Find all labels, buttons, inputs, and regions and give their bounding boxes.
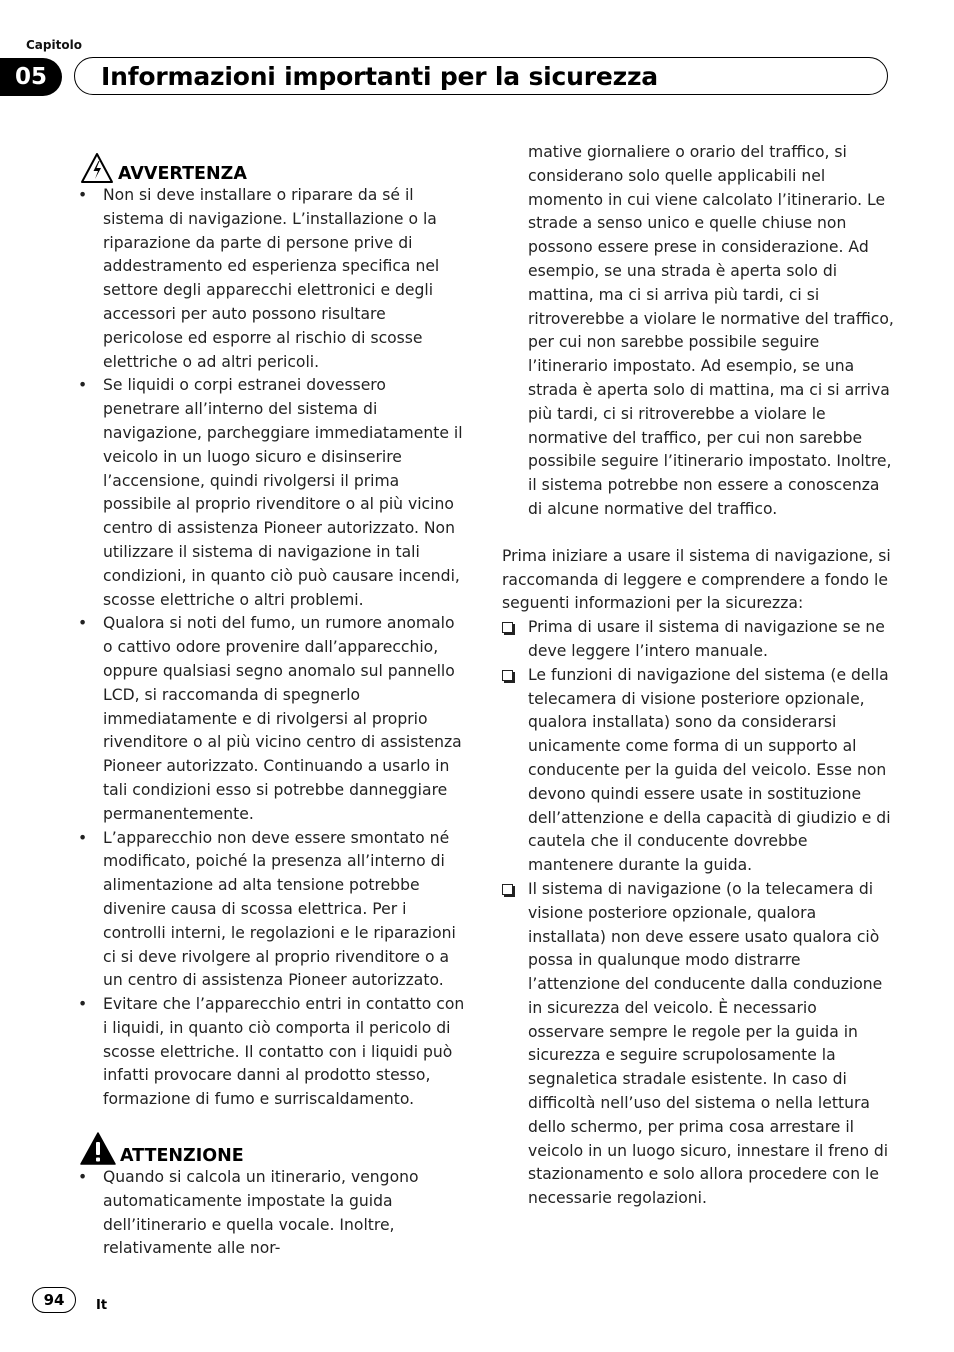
checkbox-bullet-icon [502, 622, 513, 633]
list-item [502, 616, 894, 664]
page-title: Informazioni importanti per la sicurezza [101, 61, 658, 91]
note-text: Il sistema di navigazione (o la telecamera di visione posteriore opzionale, qualora installata) non deve essere usato qualora ciò possa in qualunque modo distrarre l’attenzione del conducente dalla conduzione in sicurezza del veicolo. È necessario osservare sempre le regole per la guida in sicurezza e seguire scrupolosamente la segnaletica stradale esistente. In caso di difficoltà nell’uso del sistema o nella lettura dello schermo, per prima cosa arrestare il veicolo in un luogo sicuro, innestare il freno di stazionamento e solo allora procedere con le necessarie regolazioni. [528, 879, 889, 1208]
chapter-title-box [74, 57, 888, 95]
list-item [502, 664, 894, 878]
checkbox-bullet-icon [502, 670, 513, 681]
language-code: It [96, 1298, 108, 1313]
intro-paragraph: Prima iniziare a usare il sistema di navigazione, si raccomanda di leggere e comprendere a fondo le seguenti informazioni per la sicurezza: [502, 546, 891, 613]
list-item: • Se liquidi o corpi estranei dovessero penetrare all’interno del sistema di navigazione, parcheggiare immediatamente il veicolo in un luogo sicuro e disinserire l’accensione, quindi rivolgersi il prima possibile al proprio rivenditore o al più vicino centro di assistenza Pioneer autorizzato. Non utilizzare il sistema di navigazione in tali condizioni, in quanto ciò può causare incendi, scosse elettriche o altri problemi. [78, 374, 466, 612]
caution-list [78, 1166, 466, 1261]
caution-title: ATTENZIONE [120, 1146, 244, 1167]
left-column [78, 148, 466, 1261]
checkbox-bullet-icon [502, 884, 513, 895]
chapter-number-badge: 05 [0, 58, 62, 96]
page-number: 94 [32, 1287, 76, 1313]
note-text: Prima di usare il sistema di navigazione se ne deve leggere l’intero manuale. [528, 618, 885, 660]
warning-heading [80, 148, 466, 184]
caution-heading [80, 1130, 466, 1166]
list-item [502, 878, 894, 1211]
right-column [502, 141, 894, 1211]
warning-title: AVVERTENZA [118, 164, 247, 184]
list-item: • L’apparecchio non deve essere smontato né modificato, poiché la presenza all’interno di alimentazione ad alta tensione potrebbe divenire causa di scossa elettrica. Per i controlli interni, le regolazioni e le riparazioni ci si deve rivolgere al proprio rivenditore o a un centro di assistenza Pioneer autorizzato. [78, 827, 466, 994]
electric-hazard-icon [80, 152, 114, 184]
exclamation-warning-icon [80, 1132, 116, 1166]
list-item: • Non si deve installare o riparare da sé il sistema di navigazione. L’installazione o la riparazione da parte di persone prive di addestramento ed esperienza specifica nel settore degli apparecchi elettronici e degli accessori per auto possono risultare pericolose ed esporre al rischio di scosse elettriche o ad altri pericoli. [78, 184, 466, 374]
list-item: • Evitare che l’apparecchio entri in contatto con i liquidi, in quanto ciò comporta il pericolo di scosse elettriche. Il contatto con i liquidi può infatti provocare danni al prodotto stesso, formazione di fumo e surriscaldamento. [78, 993, 466, 1112]
safety-notes-list [502, 616, 894, 1211]
note-text: Le funzioni di navigazione del sistema (e della telecamera di visione posteriore opzionale, qualora installata) sono da considerarsi unicamente come forma di un supporto al conducente per la guida del veicolo. Esse non devono quindi essere usate in sostituzione dell’attenzione e della capacità di giudizio e di cautela che il conducente dovrebbe mantenere durante la guida. [528, 665, 891, 875]
list-item: • Quando si calcola un itinerario, vengono automaticamente impostate la guida dell’itinerario e quella vocale. Inoltre, relativamente alle nor- [78, 1166, 466, 1261]
chapter-label: Capitolo [26, 38, 82, 52]
caution-item-continued: mative giornaliere o orario del traffico, si considerano solo quelle applicabili nel momento in cui viene calcolato l’itinerario. Le strade a senso unico e quelle chiuse non possono essere prese in considerazione. Ad esempio, se una strada è aperta solo di mattina, ma ci si arriva più tardi, ci si ritroverebbe a violare le normative del traffico, per cui non sarebbe possibile seguire l’itinerario impostato. Ad esempio, se una strada è aperta solo di mattina, ma ci si arriva più tardi, ci si ritroverebbe a violare le normative del traffico, per cui non sarebbe possibile seguire l’itinerario impostato. Inoltre, il sistema potrebbe non essere a conoscenza di alcune normative del traffico. [528, 143, 894, 518]
list-item: • Qualora si noti del fumo, un rumore anomalo o cattivo odore provenire dall’apparecchio, oppure qualsiasi segno anomalo sul pannello LCD, si raccomanda di spegnerlo immediatamente e di rivolgersi al proprio rivenditore o al più vicino centro di assistenza Pioneer autorizzato. Continuando a usarlo in tali condizioni esso si potrebbe danneggiare permanentemente. [78, 612, 466, 826]
warning-list [78, 184, 466, 1112]
